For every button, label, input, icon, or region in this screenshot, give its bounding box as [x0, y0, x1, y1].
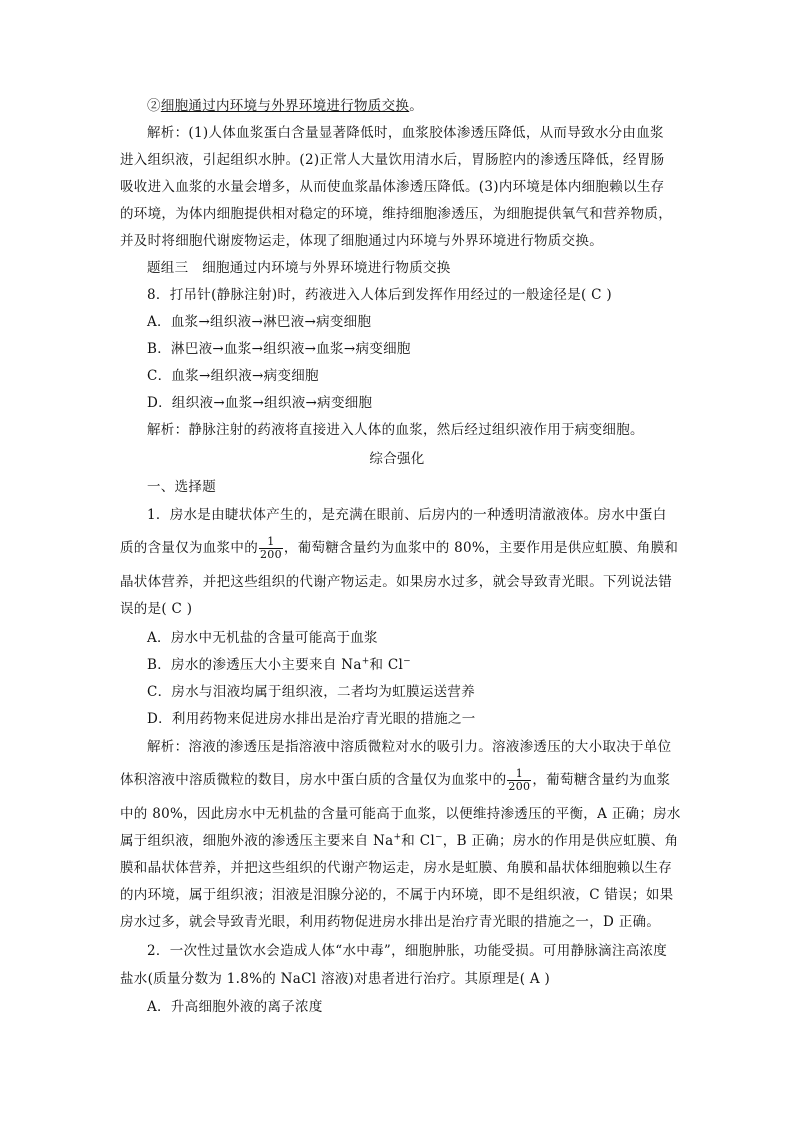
option-c: C．房水与泪液均属于组织液，二者均为虹膜运送营养	[147, 684, 476, 700]
text-line: 吸收进入血浆的水量会增多，从而使血浆晶体渗透压降低。(3)内环境是体内细胞赖以生存	[120, 179, 665, 195]
question-2: 2．一次性过量饮水会造成人体“水中毒”，细胞肿胀，功能受损。可用静脉滴注高浓度	[147, 943, 668, 959]
fraction: $\frac{1}{200}$	[260, 535, 282, 561]
option-a: A．升高细胞外液的离子浓度	[147, 999, 323, 1015]
question-8: 8．打吊针(静脉注射)时，药液进入人体后到发挥作用经过的一般途径是( C )	[147, 287, 612, 303]
subsection-title: 一、选择题	[147, 479, 216, 495]
text-line: 房水过多，就会导致青光眼，利用药物促进房水排出是治疗青光眼的措施之一，D 正确。	[120, 914, 661, 930]
section-heading: 题组三 细胞通过内环境与外界环境进行物质交换	[147, 260, 451, 276]
option-d: D．组织液→血浆→组织液→病变细胞	[147, 395, 373, 411]
text-line: 误的是( C )	[120, 601, 193, 617]
section-title: 综合强化	[369, 451, 425, 467]
answer-line-2: ②细胞通过内环境与外界环境进行物质交换。	[147, 98, 424, 114]
text-line-with-fraction: 质的含量仅为血浆中的 $\frac{1}{200}$ ，葡萄糖含量约为血浆中的 80%，主要作用是供应虹膜、角膜和	[120, 535, 679, 561]
option-c: C．血浆→组织液→病变细胞	[147, 368, 319, 384]
text-line: 属于组织液，细胞外液的渗透压主要来自 Na+和 Cl−，B 正确；房水的作用是供应虹膜、角	[120, 832, 679, 849]
answer-text-underlined: 细胞通过内环境与外界环境进行物质交换	[160, 98, 410, 114]
question-1: 1．房水是由睫状体产生的，是充满在眼前、后房内的一种透明清澈液体。房水中蛋白	[147, 507, 667, 523]
option-d: D．利用药物来促进房水排出是治疗青光眼的措施之一	[147, 711, 476, 727]
option-a: A．血浆→组织液→淋巴液→病变细胞	[147, 314, 372, 330]
text-line-with-fraction: 体积溶液中溶质微粒的数目，房水中蛋白质的含量仅为血浆中的 $\frac{1}{200}$ ，葡萄糖含量约为血浆	[120, 767, 671, 793]
text-line: 中的 80%，因此房水中无机盐的含量可能高于血浆，以便维持渗透压的平衡，A 正确；房水	[120, 806, 681, 822]
analysis-line: 解析：静脉注射的药液将直接进入人体的血浆，然后经过组织液作用于病变细胞。	[147, 422, 644, 438]
fraction: $\frac{1}{200}$	[508, 767, 531, 793]
option-b: B．淋巴液→血浆→组织液→血浆→病变细胞	[147, 341, 411, 357]
text-line: 的环境，为体内细胞提供相对稳定的环境，维持细胞渗透压，为细胞提供氧气和营养物质，	[120, 206, 672, 222]
text-line: 盐水(质量分数为 1.8%的 NaCl 溶液)对患者进行治疗。其原理是( A )	[120, 971, 551, 987]
text-line: 并及时将细胞代谢废物运走，体现了细胞通过内环境与外界环境进行物质交换。	[120, 233, 603, 249]
analysis-paragraph: 解析：溶液的渗透压是指溶液中溶质微粒对水的吸引力。溶液渗透压的大小取决于单位	[147, 739, 672, 755]
text-line: 晶状体营养，并把这些组织的代谢产物运走。如果房水过多，就会导致青光眼。下列说法错	[120, 574, 672, 590]
option-a: A．房水中无机盐的含量可能高于血浆	[147, 630, 378, 646]
text-line: 进入组织液，引起组织水肿。(2)正常人大量饮用清水后，胃肠腔内的渗透压降低，经胃肠	[120, 152, 665, 168]
option-b: B．房水的渗透压大小主要来自 Na+和 Cl−	[147, 656, 412, 673]
analysis-paragraph: 解析：(1)人体血浆蛋白含量显著降低时，血浆胶体渗透压降低，从而导致水分由血浆	[147, 125, 664, 141]
text-line: 膜和晶状体营养，并把这些组织的代谢产物运走，房水是虹膜、角膜和晶状体细胞赖以生存	[120, 860, 672, 876]
circled-number: ②	[147, 98, 161, 114]
text-line: 的内环境，属于组织液；泪液是泪腺分泌的，不属于内环境，即不是组织液，C 错误；如果	[120, 887, 674, 903]
